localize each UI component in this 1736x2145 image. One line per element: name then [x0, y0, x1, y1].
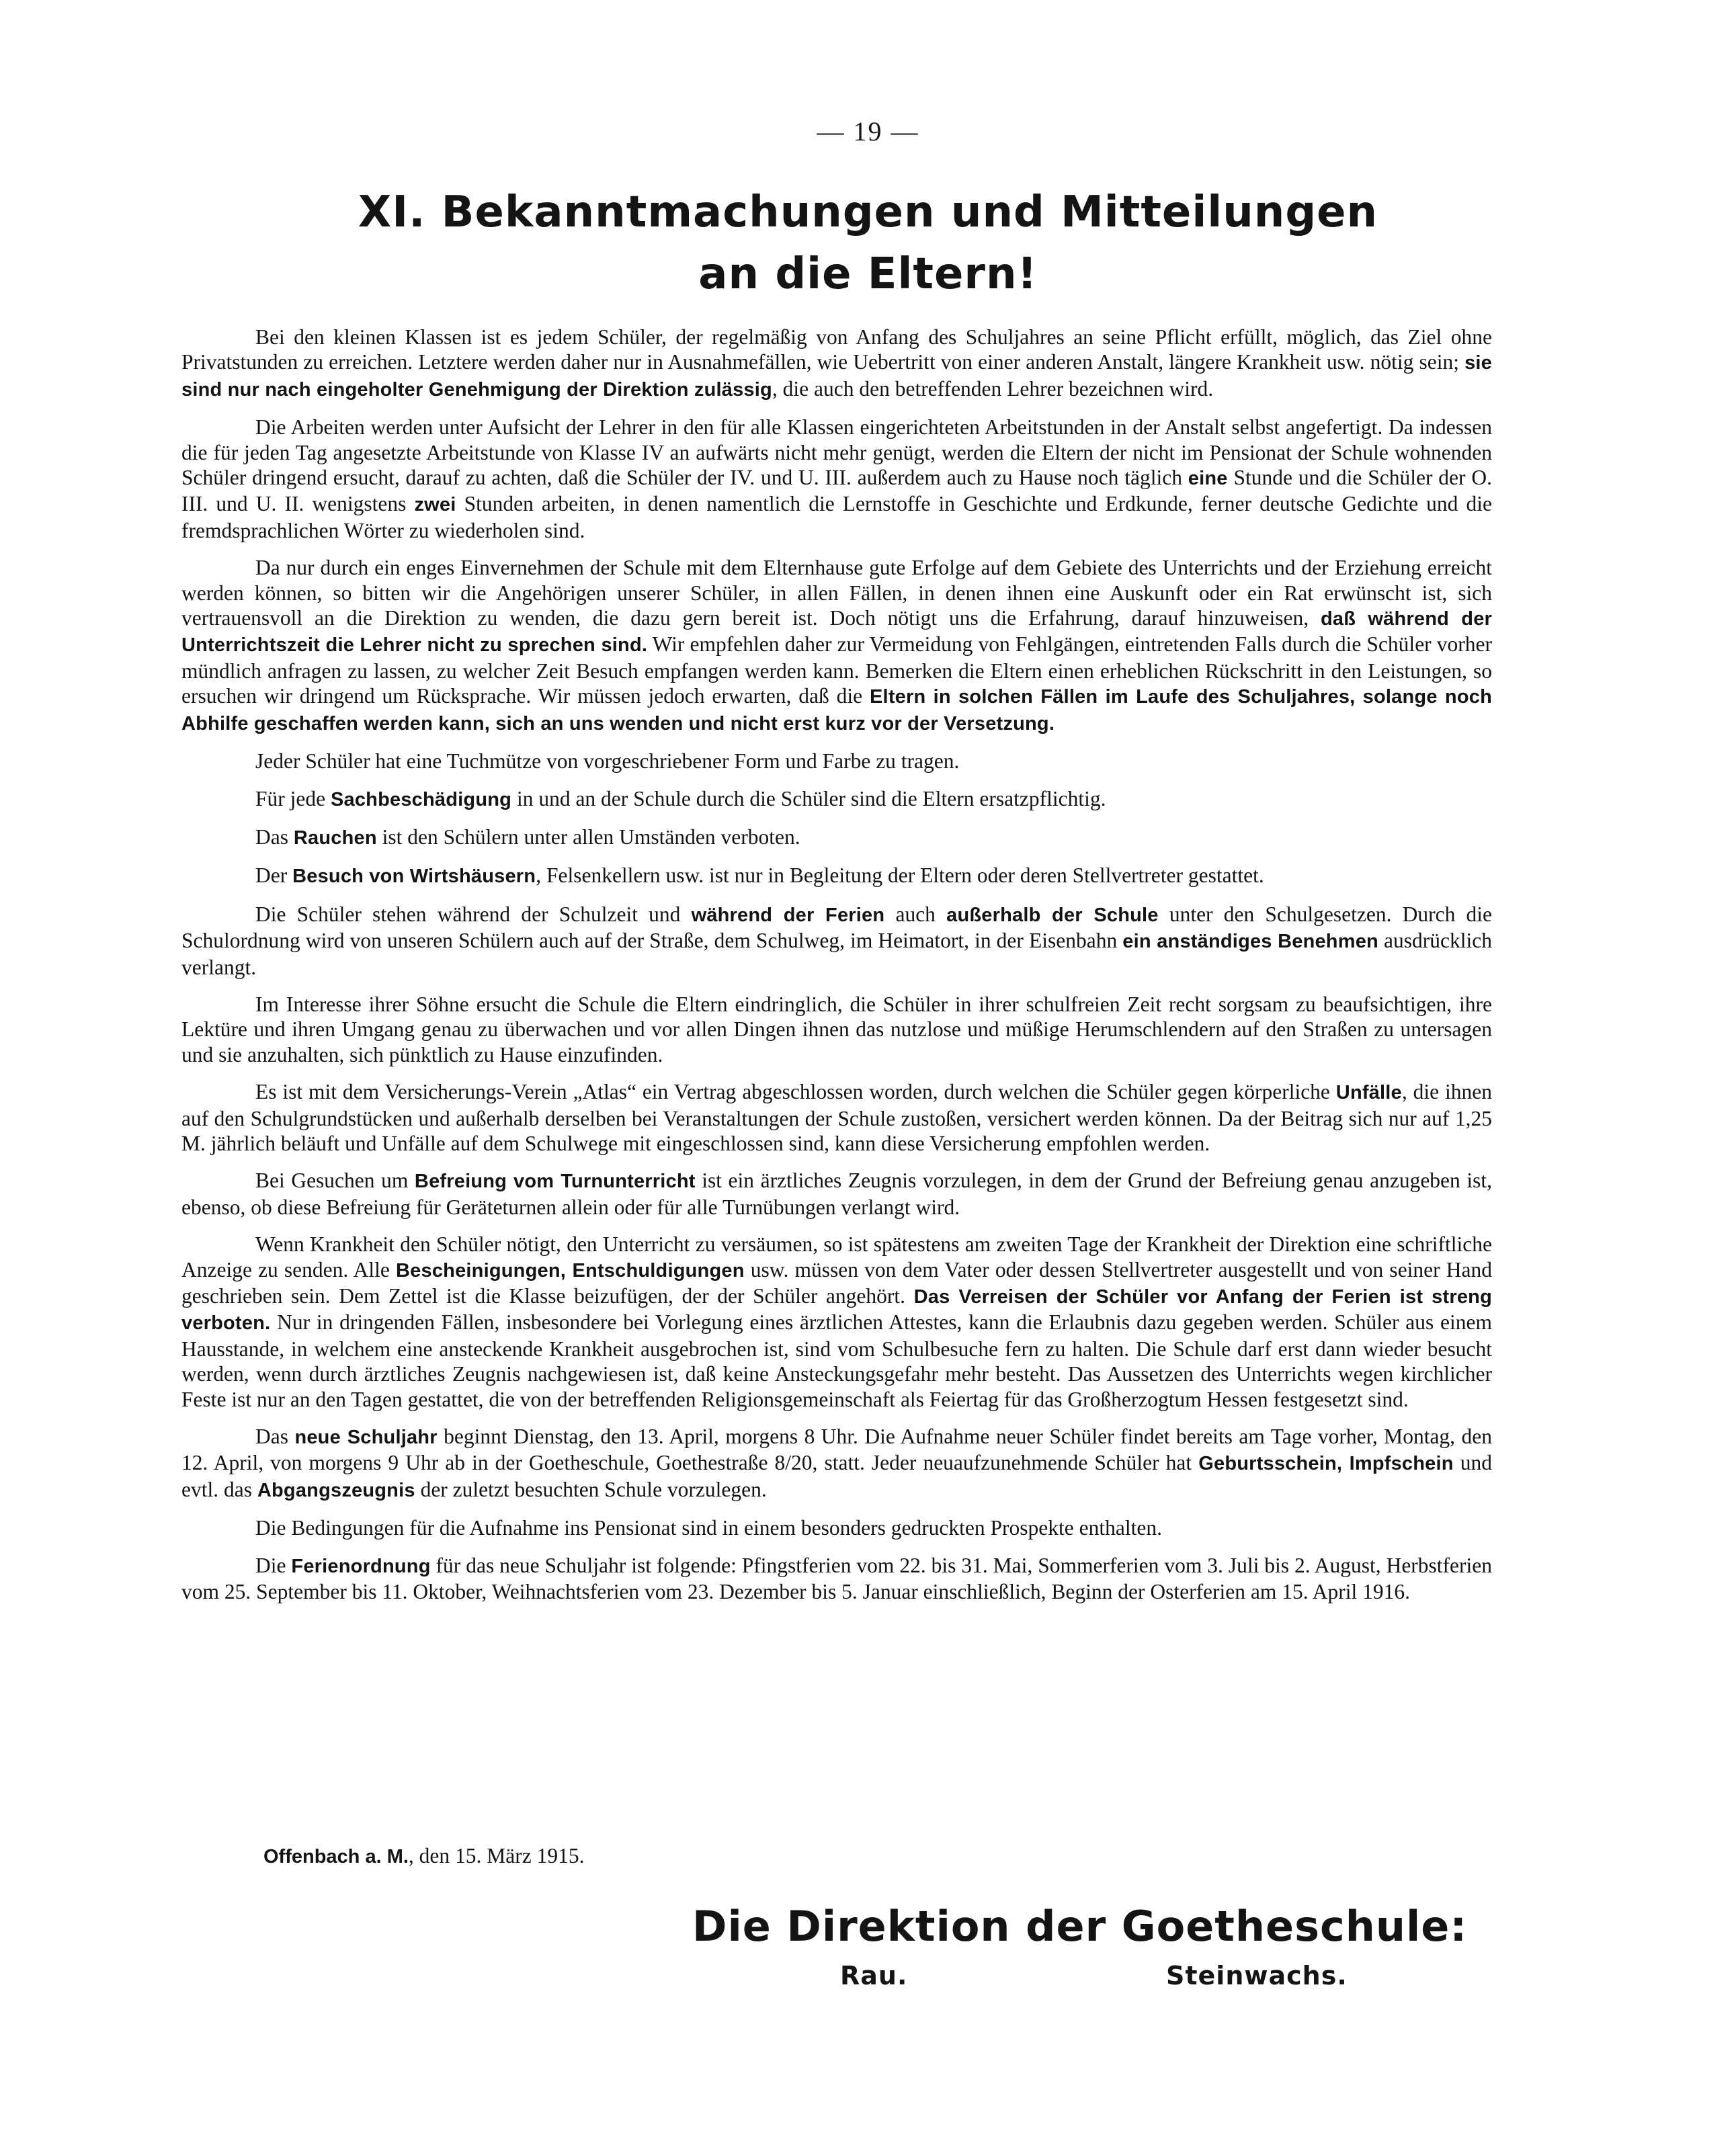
paragraph-text: Nur in dringenden Fällen, insbesondere bei Vorlegung eines ärztlichen Attestes, kann die Erlaubnis dazu gegeben werden. Schüler aus einem Hausstande, in welchem eine ansteckende Krankheit ausgebrochen ist, sind vom Schulbesuche fern zu halten. Die Schule darf erst dann wieder besucht werden, wenn durch ärztliches Zeugnis nachgewiesen ist, daß keine Ansteckungsgefahr mehr besteht. Das Aussetzen des Unterrichts wegen kirchlicher Feste ist nur an den Tagen gestattet, die von der betreffenden Religionsgemeinschaft als Feiertag für das Großherzogtum Hessen festgesetzt sind. — [181, 1310, 1492, 1411]
section-title-line-2: an die Eltern! — [698, 249, 1038, 299]
paragraph-text: der zuletzt besuchten Schule vorzulegen. — [415, 1477, 767, 1501]
emphasized-text: sie sind nur nach eingeholter Genehmigung der Direktion zulässig — [181, 352, 1492, 401]
paragraph — [181, 902, 1492, 980]
signer-rau: Rau. — [840, 1961, 908, 1990]
paragraph-text: für das neue Schuljahr ist folgende: Pfingstferien vom 22. bis 31. Mai, Sommerferien vom 3. Juli bis 2. August, Herbstferien vom 25. September bis 11. Oktober, Weihnachtsferien vom 23. Dezember bis 5. Januar einschließlich, Beginn der Osterferien am 15. April 1916. — [181, 1553, 1493, 1604]
paragraph-text: und evtl. das — [181, 1451, 1493, 1501]
paragraph-text: Das — [255, 825, 294, 849]
paragraph — [181, 786, 1492, 812]
paragraph-text: in und an der Schule durch die Schüler sind die Eltern ersatzpflichtig. — [511, 786, 1106, 810]
emphasized-text: Besuch von Wirtshäusern — [292, 866, 536, 888]
paragraph-text: usw. müssen von dem Vater oder dessen Stellvertreter ausgestellt und von seiner Hand geschrieben sein. Dem Zettel ist die Klasse beizufügen, der der Schüler angehört. — [181, 1257, 1493, 1308]
paragraph-text: Stunden arbeiten, in denen namentlich die Lernstoffe in Geschichte und Erdkunde, ferner deutsche Gedichte und die fremdsprachlichen Wörter zu wiederholen sind. — [181, 492, 1492, 542]
emphasized-text: eine — [1188, 468, 1228, 490]
paragraph-text: Bei den kleinen Klassen ist es jedem Schüler, der regelmäßig von Anfang des Schuljahres an seine Pflicht erfüllt, möglich, das Ziel ohne Privatstunden zu erreichen. Letztere werden daher nur in Ausnahmefällen, wie Uebertritt von einer anderen Anstalt, längere Krankheit usw. nötig sein; — [181, 325, 1492, 374]
section-title-line-1: XI. Bekanntmachungen und Mitteilungen — [358, 187, 1378, 237]
paragraph — [181, 415, 1492, 543]
emphasized-text: Abgangszeugnis — [257, 1479, 415, 1501]
announcement-body — [181, 325, 1492, 1616]
signature-heading: Die Direktion der Goetheschule: — [692, 1902, 1468, 1951]
paragraph-text: , die auch den betreffenden Lehrer bezeichnen wird. — [772, 376, 1214, 401]
paragraph — [181, 749, 1492, 773]
dateline — [263, 1844, 585, 1868]
paragraph-text: , die ihnen auf den Schulgrundstücken und außerhalb derselben bei Veranstaltungen der Schule zustoßen, versichert werden können. Da der Beitrag sich nur auf 1,25 M. jährlich beläuft und Unfälle auf dem Schulwege mit eingeschlossen sind, kann diese Versicherung empfohlen werden. — [181, 1080, 1492, 1155]
paragraph-text: Es ist mit dem Versicherungs-Verein „Atlas“ ein Vertrag abgeschlossen worden, durch welchen die Schüler gegen körperliche — [255, 1080, 1336, 1104]
paragraph-text: ist ein ärztliches Zeugnis vorzulegen, in dem der Grund der Befreiung genau anzugeben ist, ebenso, ob diese Befreiung für Geräteturnen allein oder für alle Turnübungen verlangt wird. — [181, 1169, 1492, 1219]
paragraph — [181, 825, 1492, 851]
signer-steinwachs: Steinwachs. — [1166, 1961, 1348, 1990]
paragraph — [181, 555, 1492, 737]
paragraph-text: Im Interesse ihrer Söhne ersucht die Schule die Eltern eindringlich, die Schüler in ihrer schulfreien Zeit recht sorgsam zu beaufsichtigen, ihre Lektüre und ihren Umgang genau zu überwachen und vor allen Dingen ihnen das nutzlose und müßige Herumschlendern auf den Straßen zu untersagen und sie anzuhalten, sich pünktlich zu Hause einzufinden. — [181, 992, 1492, 1066]
paragraph-text: ist den Schülern unter allen Umständen verboten. — [376, 825, 800, 849]
section-title — [255, 181, 1481, 305]
emphasized-text: Unfälle — [1335, 1082, 1402, 1104]
paragraph-text: auch — [884, 902, 947, 926]
paragraph-text: Für jede — [255, 786, 331, 810]
paragraph-text: Wir empfehlen daher zur Vermeidung von Fehlgängen, eintretenden Falls durch die Schüler vorher mündlich anfragen zu lassen, zu welcher Zeit Besuch empfangen werden kann. Bemerken die Eltern einen erheblichen Rückschritt in den Leistungen, so ersuchen wir dringend um Rücksprache. Wir müssen jedoch erwarten, daß die — [181, 632, 1492, 708]
paragraph-text: Bei Gesuchen um — [255, 1169, 415, 1193]
paragraph-text: Die Bedingungen für die Aufnahme ins Pensionat sind in einem besonders gedruckten Prospekte enthalten. — [255, 1516, 1162, 1540]
paragraph-text: beginnt Dienstag, den 13. April, morgens 8 Uhr. Die Aufnahme neuer Schüler findet bereits am Tage vorher, Montag, den 12. April, von morgens 9 Uhr ab in der Goetheschule, Goethestraße 8/20, statt. Jeder neuaufzunehmende Schüler hat — [181, 1425, 1492, 1475]
emphasized-text: während der Ferien — [691, 904, 885, 926]
paragraph — [181, 1079, 1492, 1156]
paragraph — [181, 1553, 1492, 1605]
paragraph — [181, 1232, 1492, 1412]
paragraph-text: Die Arbeiten werden unter Aufsicht der Lehrer in den für alle Klassen eingerichteten Arbeitstunden in der Anstalt selbst angefertigt. Da indessen die für jeden Tag angesetzte Arbeitstunde von Klasse IV an aufwärts nicht mehr genügt, werden die Eltern der nicht im Pensionat der Schule wohnenden Schüler dringend ersucht, darauf zu achten, daß die Schüler der IV. und U. III. außerdem auch zu Hause noch täglich — [181, 415, 1492, 490]
paragraph-text: Die Schüler stehen während der Schulzeit und — [255, 902, 692, 926]
page-number: — 19 — — [817, 116, 919, 146]
emphasized-text: Geburtsschein, Impfschein — [1198, 1453, 1454, 1475]
emphasized-text: Das Verreisen der Schüler vor Anfang der Ferien ist streng verboten. — [181, 1286, 1492, 1335]
emphasized-text: Ferienordnung — [291, 1555, 431, 1577]
paragraph-text: Das — [255, 1425, 295, 1449]
emphasized-text: Bescheinigungen, Entschuldigungen — [396, 1259, 745, 1281]
paragraph-text: Stunde und die Schüler der O. III. und U. II. wenigstens — [181, 466, 1492, 516]
paragraph-text: Jeder Schüler hat eine Tuchmütze von vorgeschriebener Form und Farbe zu tragen. — [255, 749, 960, 773]
emphasized-text: Eltern in solchen Fällen im Laufe des Schuljahres, solange noch Abhilfe geschaffen werden kann, sich an uns wenden und nicht erst kurz vor der Versetzung. — [181, 686, 1492, 734]
paragraph-text: ausdrücklich verlangt. — [181, 929, 1492, 979]
paragraph — [181, 863, 1492, 889]
emphasized-text: Befreiung vom Turnunterricht — [414, 1171, 696, 1193]
paragraph — [181, 1424, 1492, 1503]
emphasized-text: neue Schuljahr — [294, 1427, 438, 1449]
paragraph-text: Der — [255, 864, 293, 888]
paragraph-text: Wenn Krankheit den Schüler nötigt, den Unterricht zu versäumen, so ist spätestens am zweiten Tage der Krankheit der Direktion eine schriftliche Anzeige zu senden. Alle — [181, 1232, 1492, 1281]
paragraph — [181, 1168, 1492, 1220]
paragraph — [181, 325, 1492, 403]
emphasized-text: Rauchen — [293, 827, 377, 849]
paragraph-text: Die — [255, 1553, 292, 1577]
emphasized-text: Sachbeschädigung — [330, 788, 512, 810]
emphasized-text: zwei — [414, 494, 456, 516]
paragraph-text: unter den Schulgesetzen. Durch die Schulordnung wird von unseren Schülern auch auf der Straße, dem Schulweg, im Heimatort, in der Eisenbahn — [181, 902, 1492, 953]
paragraph — [181, 1515, 1492, 1540]
dateline-place: Offenbach a. M. — [263, 1846, 409, 1867]
emphasized-text: ein anständiges Benehmen — [1122, 931, 1378, 953]
emphasized-text: daß während der Unterrichtszeit die Lehrer nicht zu sprechen sind. — [181, 608, 1493, 657]
paragraph — [181, 992, 1492, 1067]
emphasized-text: außerhalb der Schule — [946, 904, 1159, 926]
paragraph-text: , Felsenkellern usw. ist nur in Begleitung der Eltern oder deren Stellvertreter gestattet. — [536, 864, 1264, 888]
dateline-date: , den 15. März 1915. — [408, 1844, 585, 1867]
paragraph-text: Da nur durch ein enges Einvernehmen der Schule mit dem Elternhause gute Erfolge auf dem Gebiete des Unterrichts und der Erziehung erreicht werden können, so bitten wir die Angehörigen unserer Schüler, in allen Fällen, in denen ihnen eine Auskunft oder ein Rat erwünscht ist, sich vertrauensvoll an die Direktion zu wenden, die dazu gern bereit ist. Doch nötigt uns die Erfahrung, darauf hinzuweisen, — [181, 556, 1492, 630]
